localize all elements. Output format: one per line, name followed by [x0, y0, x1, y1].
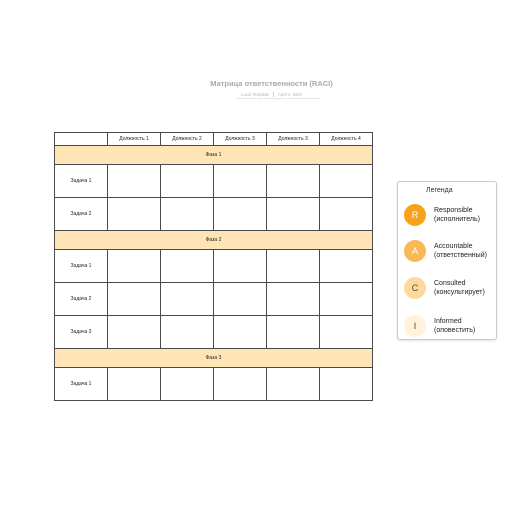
legend-label	[434, 206, 498, 224]
raci-cell[interactable]	[214, 368, 267, 401]
role-header-5: Должность 4	[320, 133, 373, 146]
phase-label: Фаза 3	[55, 349, 373, 368]
legend-role-name: Accountable	[434, 243, 473, 250]
responsible-circle-icon: R	[404, 204, 426, 226]
legend-role-name: Responsible	[434, 207, 473, 214]
legend-label	[434, 242, 498, 260]
raci-cell[interactable]	[267, 368, 320, 401]
raci-cell[interactable]	[108, 283, 161, 316]
raci-cell[interactable]	[108, 165, 161, 198]
raci-cell[interactable]	[320, 283, 373, 316]
legend-label	[434, 279, 498, 297]
legend-role-desc: (оповестить)	[434, 327, 476, 334]
task-row	[55, 368, 373, 401]
raci-cell[interactable]	[320, 165, 373, 198]
legend-role-name: Informed	[434, 318, 462, 325]
date-label: April 4, 2025	[278, 92, 302, 97]
task-row	[55, 198, 373, 231]
task-label: Задача 2	[55, 283, 108, 316]
raci-cell[interactable]	[161, 165, 214, 198]
raci-cell[interactable]	[320, 316, 373, 349]
phase-row	[55, 349, 373, 368]
task-row	[55, 250, 373, 283]
raci-cell[interactable]	[320, 250, 373, 283]
consulted-circle-icon: C	[404, 277, 426, 299]
task-row	[55, 316, 373, 349]
raci-cell[interactable]	[214, 316, 267, 349]
raci-cell[interactable]	[267, 283, 320, 316]
task-label: Задача 1	[55, 165, 108, 198]
raci-cell[interactable]	[267, 165, 320, 198]
legend-panel	[397, 181, 497, 340]
raci-cell[interactable]	[267, 198, 320, 231]
task-row	[55, 283, 373, 316]
legend-role-desc: (ответственный)	[434, 252, 487, 259]
task-label: Задача 3	[55, 316, 108, 349]
phase-row	[55, 146, 373, 165]
legend-item-accountable	[404, 238, 496, 264]
phase-label: Фаза 2	[55, 231, 373, 250]
legend-item-informed	[404, 313, 496, 339]
accountable-circle-icon: A	[404, 240, 426, 262]
subtitle-divider	[273, 92, 274, 97]
informed-circle-icon: I	[404, 315, 426, 337]
raci-cell[interactable]	[214, 250, 267, 283]
page-subtitle	[0, 92, 516, 97]
subtitle-underline	[236, 98, 320, 99]
legend-label	[434, 317, 498, 335]
role-header-1: Должность 1	[108, 133, 161, 146]
role-header-2: Должность 2	[161, 133, 214, 146]
raci-cell[interactable]	[214, 198, 267, 231]
legend-role-desc: (исполнитель)	[434, 216, 480, 223]
role-header-3: Должность 3	[214, 133, 267, 146]
raci-cell[interactable]	[267, 316, 320, 349]
raci-cell[interactable]	[161, 283, 214, 316]
phase-label: Фаза 1	[55, 146, 373, 165]
raci-cell[interactable]	[108, 316, 161, 349]
raci-matrix	[54, 132, 373, 401]
raci-cell[interactable]	[108, 198, 161, 231]
task-label: Задача 1	[55, 368, 108, 401]
task-label: Задача 1	[55, 250, 108, 283]
raci-cell[interactable]	[320, 368, 373, 401]
legend-item-consulted	[404, 275, 496, 301]
page-title: Матрица ответственности (RACI)	[210, 79, 333, 88]
phase-row	[55, 231, 373, 250]
raci-cell[interactable]	[320, 198, 373, 231]
header-row	[55, 133, 373, 146]
author-label: Lucid Template	[241, 92, 270, 97]
task-row	[55, 165, 373, 198]
task-label: Задача 2	[55, 198, 108, 231]
legend-role-desc: (консультирует)	[434, 289, 485, 296]
raci-cell[interactable]	[108, 368, 161, 401]
raci-cell[interactable]	[161, 250, 214, 283]
raci-cell[interactable]	[214, 165, 267, 198]
raci-cell[interactable]	[108, 250, 161, 283]
raci-cell[interactable]	[161, 316, 214, 349]
legend-item-responsible	[404, 202, 496, 228]
legend-title: Легенда	[426, 187, 453, 194]
role-header-4: Должность 3	[267, 133, 320, 146]
raci-cell[interactable]	[161, 198, 214, 231]
raci-cell[interactable]	[214, 283, 267, 316]
raci-cell[interactable]	[161, 368, 214, 401]
legend-role-name: Consulted	[434, 280, 466, 287]
raci-cell[interactable]	[267, 250, 320, 283]
corner-cell	[55, 133, 108, 146]
